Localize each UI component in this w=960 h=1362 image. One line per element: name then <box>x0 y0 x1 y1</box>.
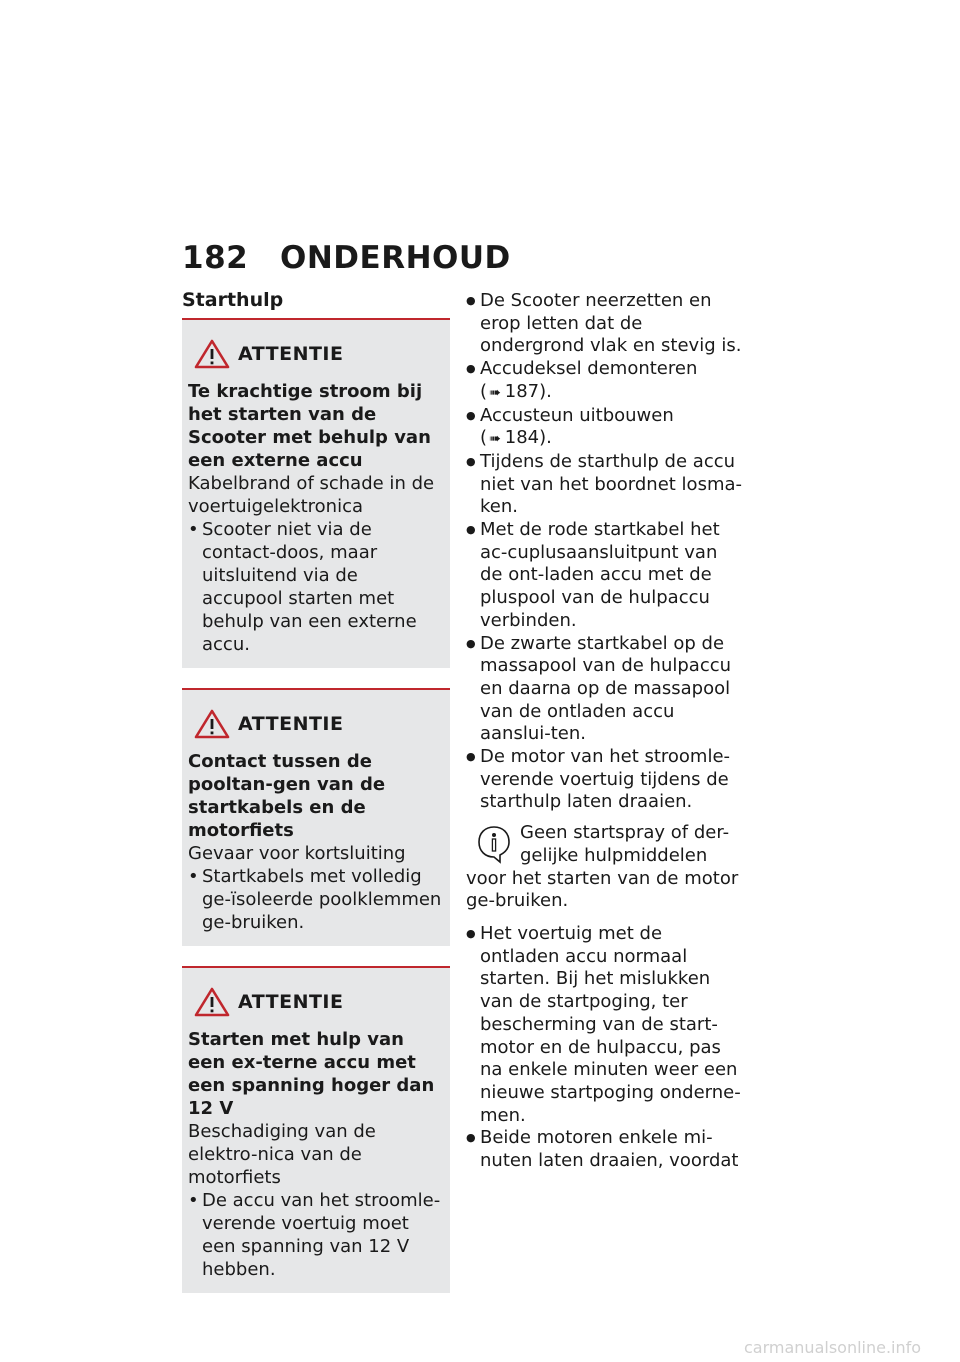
warning-label: ATTENTIE <box>238 990 344 1013</box>
warning-box <box>182 318 450 668</box>
arrow-right-icon: ➠ <box>489 431 501 448</box>
warning-label: ATTENTIE <box>238 342 344 365</box>
chapter-title: ONDERHOUD <box>280 240 511 276</box>
warning-triangle-icon <box>194 709 230 739</box>
warning-consequence: Gevaar voor kortsluiting <box>188 843 406 864</box>
page-header <box>182 240 511 276</box>
page-reference[interactable]: 184). <box>504 427 552 449</box>
list-item: ● De Scooter neerzetten en erop letten dat de ondergrond vlak en stevig is. <box>466 290 744 358</box>
list-item: ● Het voertuig met de ontladen accu normaal starten. Bij het mislukken van de startpoging, ter bescherming van de start-motor en de hulpaccu, pas na enkele minuten weer een nieuwe startpoging onderne-men. <box>466 923 744 1127</box>
list-item: ● Accudeksel demonteren ( ➠ 187). <box>466 358 744 404</box>
info-icon <box>476 824 512 864</box>
warning-action: • De accu van het stroomle-verende voertuig moet een spanning van 12 V hebben. <box>188 1189 444 1281</box>
info-note <box>466 822 744 913</box>
step-text: Accusteun uitbouwen <box>480 404 674 426</box>
steps-column <box>466 290 744 1173</box>
warning-box <box>182 688 450 946</box>
list-item: ● Met de rode startkabel het ac-cuplusaansluitpunt van de ont-laden accu met de pluspool van de hulpaccu verbinden. <box>466 519 744 633</box>
warning-title: Te krachtige stroom bij het starten van de Scooter met behulp van een externe accu <box>188 381 431 471</box>
list-item: ● Tijdens de starthulp de accu niet van het boordnet losma-ken. <box>466 451 744 519</box>
list-item: ● De motor van het stroomle-verende voertuig tijdens de starthulp laten draaien. <box>466 746 744 814</box>
list-item: ● De zwarte startkabel op de massapool van de hulpaccu en daarna op de massapool van de ontladen accu aanslui-ten. <box>466 633 744 747</box>
arrow-right-icon: ➠ <box>489 384 501 401</box>
warning-consequence: Beschadiging van de elektro-nica van de motorfiets <box>188 1121 376 1188</box>
page-number: 182 <box>182 240 249 276</box>
page-reference[interactable]: 187). <box>504 380 552 402</box>
info-text: Geen startspray of der-gelijke hulpmiddelen voor het starten van de motor ge-bruiken. <box>466 822 739 912</box>
list-item: ● Accusteun uitbouwen ( ➠ 184). <box>466 405 744 451</box>
warning-triangle-icon <box>194 339 230 369</box>
warning-title: Contact tussen de pooltan-gen van de startkabels en de motorfiets <box>188 751 386 841</box>
section-title: Starthulp <box>182 289 284 311</box>
step-text: Accudeksel demonteren <box>480 358 698 380</box>
warning-action: • Startkabels met volledig ge-ïsoleerde poolklemmen ge-bruiken. <box>188 865 444 934</box>
warning-triangle-icon <box>194 987 230 1017</box>
list-item: ● Beide motoren enkele mi-nuten laten draaien, voordat <box>466 1127 744 1172</box>
watermark: carmanualsonline.info <box>744 1338 922 1357</box>
warning-box <box>182 966 450 1293</box>
warning-title: Starten met hulp van een ex-terne accu met een spanning hoger dan 12 V <box>188 1029 435 1119</box>
warnings-column <box>182 318 450 1313</box>
warning-consequence: Kabelbrand of schade in de voertuigelektronica <box>188 473 435 517</box>
warning-label: ATTENTIE <box>238 712 344 735</box>
warning-action: • Scooter niet via de contact-doos, maar uitsluitend via de accupool starten met behulp van een externe accu. <box>188 518 444 656</box>
